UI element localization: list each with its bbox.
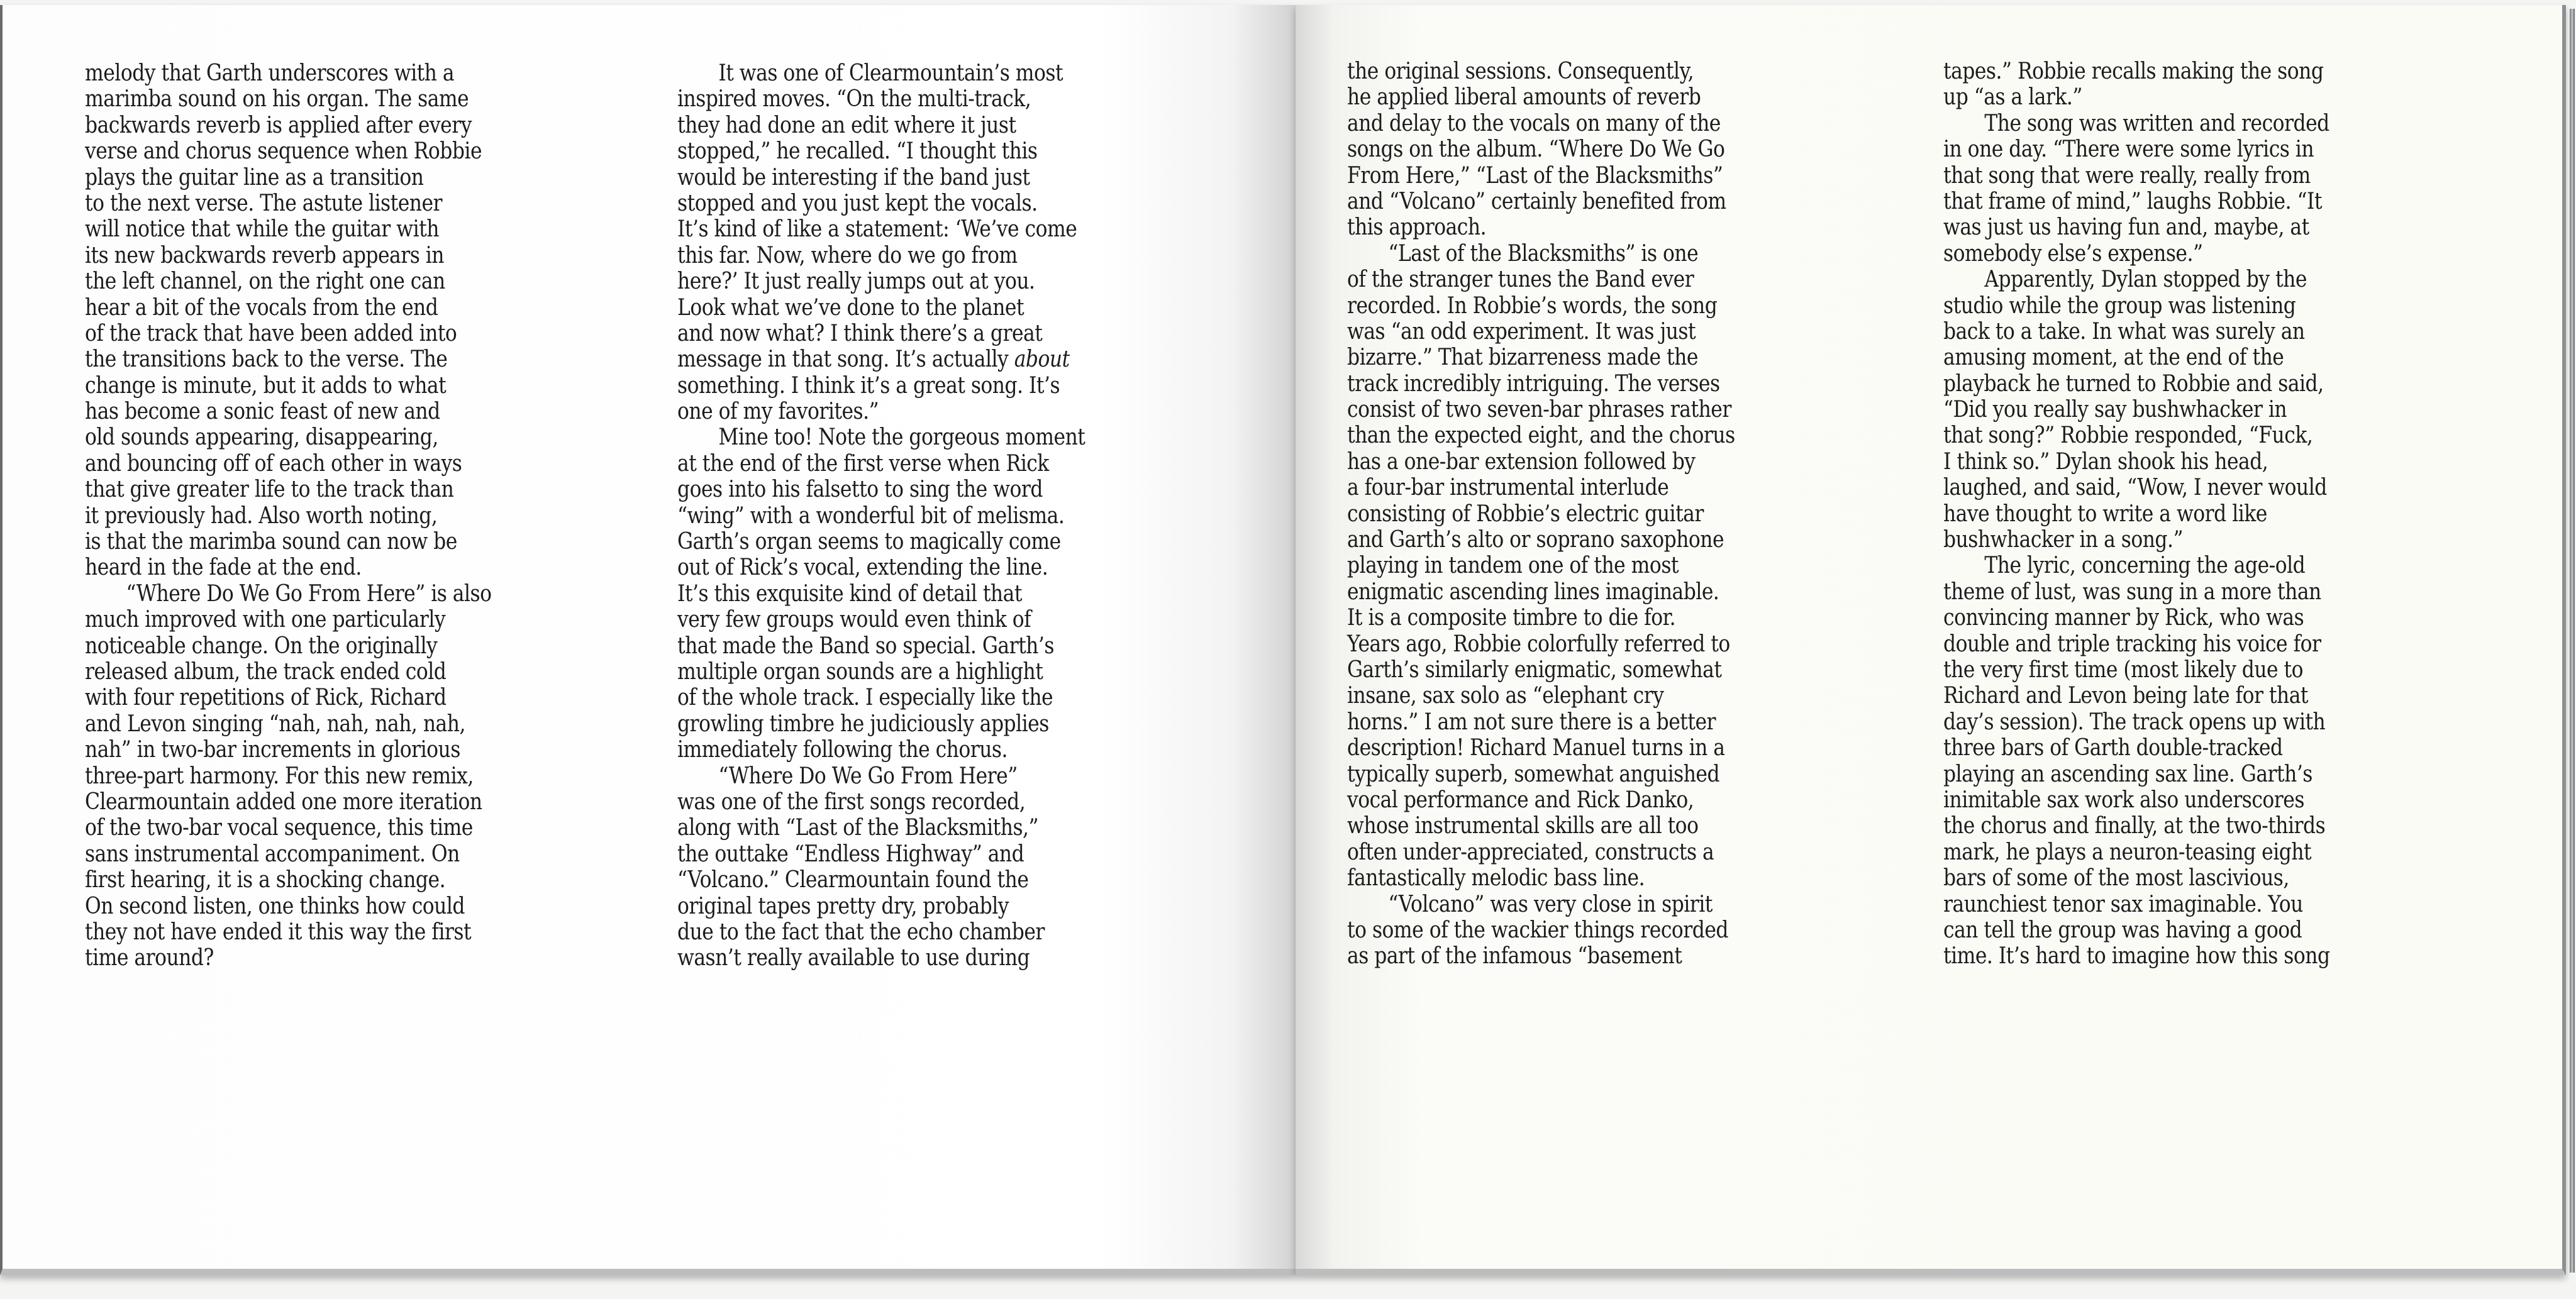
- text-line-content: immediately following the chorus.: [677, 736, 1008, 763]
- text-line: [1943, 214, 2365, 240]
- text-line: [1943, 787, 2365, 812]
- text-line: [1943, 292, 2365, 318]
- text-line-content: here?’ It just really jumps out at you.: [677, 267, 1035, 295]
- left-page-column-1: [85, 60, 507, 971]
- text-line-content: playing in tandem one of the most: [1347, 551, 1679, 579]
- text-line: [677, 528, 1099, 554]
- text-line: [85, 268, 507, 294]
- text-line-content: released album, the track ended cold: [85, 657, 447, 685]
- text-line: [1347, 631, 1769, 656]
- text-line: [85, 138, 507, 163]
- text-line: [1943, 500, 2365, 526]
- text-line-content: Richard and Levon being late for that: [1943, 682, 2309, 709]
- text-line: [85, 346, 507, 372]
- text-line-content: Garth’s similarly enigmatic, somewhat: [1347, 655, 1722, 683]
- text-line-content: “Volcano” was very close in spirit: [1388, 890, 1713, 917]
- text-line-content: the outtake “Endless Highway” and: [677, 839, 1024, 867]
- text-line: [1347, 552, 1769, 578]
- text-line-content: goes into his falsetto to sing the word: [677, 475, 1043, 503]
- text-line-content: inimitable sax work also underscores: [1943, 785, 2304, 813]
- text-line-content: bizarre.” That bizarreness made the: [1347, 343, 1698, 371]
- text-line: [85, 450, 507, 476]
- italic-word: about: [1014, 345, 1070, 373]
- text-line-content: Garth’s organ seems to magically come: [677, 528, 1061, 555]
- text-line-content: On second listen, one thinks how could: [85, 892, 465, 919]
- text-line-content: stopped,” he recalled. “I thought this: [677, 137, 1038, 165]
- text-line-content: change is minute, but it adds to what: [85, 371, 447, 399]
- text-line: [1943, 396, 2365, 422]
- text-line-content: can tell the group was having a good: [1943, 915, 2302, 943]
- text-line: [1347, 709, 1769, 734]
- text-line: [1943, 58, 2365, 84]
- text-line-content: I think so.” Dylan shook his head,: [1943, 447, 2268, 475]
- text-line: [85, 866, 507, 892]
- text-line: [1943, 240, 2365, 266]
- text-line: [677, 763, 1099, 788]
- text-line-content: plays the guitar line as a transition: [85, 163, 424, 191]
- text-line: [85, 944, 507, 970]
- text-line-content: and bouncing off of each other in ways: [85, 449, 462, 477]
- text-line-content: something. I think it’s a great song. It’s: [677, 371, 1060, 399]
- text-line: [1347, 578, 1769, 604]
- text-line: [1943, 917, 2365, 942]
- text-line: [677, 633, 1099, 658]
- text-line-content: that song that were really, really from: [1943, 161, 2311, 189]
- text-line-content: Look what we’ve done to the planet: [677, 293, 1024, 321]
- text-line-content: playback he turned to Robbie and said,: [1943, 369, 2324, 397]
- text-line: [677, 294, 1099, 320]
- text-line-content: would be interesting if the band just: [677, 163, 1030, 191]
- text-line-content: heard in the fade at the end.: [85, 553, 362, 581]
- text-line: [1943, 136, 2365, 162]
- text-line-content: its new backwards reverb appears in: [85, 241, 445, 268]
- text-line-content: sans instrumental accompaniment. On: [85, 839, 460, 867]
- text-line: [677, 398, 1099, 424]
- text-line-content: It is a composite timbre to die for.: [1347, 604, 1676, 631]
- text-line: [677, 242, 1099, 268]
- text-line: [1347, 396, 1769, 422]
- text-line-content: and Levon singing “nah, nah, nah, nah,: [85, 709, 465, 737]
- text-line-content: tapes.” Robbie recalls making the song: [1943, 57, 2324, 84]
- text-line: [85, 294, 507, 320]
- text-line-content: that made the Band so special. Garth’s: [677, 631, 1054, 659]
- text-line: [85, 372, 507, 398]
- right-page-column-2: [1943, 58, 2365, 969]
- text-line-content: of the track that have been added into: [85, 319, 457, 346]
- text-line-content: of the two-bar vocal sequence, this time: [85, 814, 473, 841]
- text-line: [1347, 474, 1769, 500]
- text-line: [1943, 709, 2365, 734]
- text-line: [677, 268, 1099, 294]
- text-line-content: marimba sound on his organ. The same: [85, 85, 469, 113]
- text-line: [1943, 891, 2365, 917]
- text-line-content: studio while the group was listening: [1943, 291, 2296, 319]
- text-line-content: of the whole track. I especially like the: [677, 683, 1053, 711]
- text-line: [1347, 812, 1769, 838]
- text-line: [1347, 500, 1769, 526]
- text-line-content: Mine too! Note the gorgeous moment: [718, 423, 1085, 451]
- text-line-content: often under-appreciated, constructs a: [1347, 837, 1714, 865]
- text-line: [677, 841, 1099, 866]
- text-line: [1347, 604, 1769, 630]
- text-line: [677, 476, 1099, 502]
- text-line-content: hear a bit of the vocals from the end: [85, 293, 438, 321]
- text-line: [1347, 58, 1769, 84]
- text-line: [677, 606, 1099, 632]
- text-line: [677, 736, 1099, 762]
- text-line: [1943, 344, 2365, 370]
- text-line: [1347, 656, 1769, 682]
- text-line: [85, 606, 507, 632]
- text-line: [1347, 318, 1769, 344]
- text-line: [1347, 734, 1769, 760]
- text-line: [1347, 136, 1769, 162]
- text-line-content: due to the fact that the echo chamber: [677, 917, 1045, 945]
- text-line-content: this far. Now, where do we go from: [677, 241, 1018, 268]
- text-line-content: it previously had. Also worth noting,: [85, 501, 438, 529]
- text-line-content: the very first time (most likely due to: [1943, 655, 2304, 683]
- text-line: [1943, 942, 2365, 968]
- text-line: [85, 424, 507, 450]
- text-line-content: and “Volcano” certainly benefited from: [1347, 187, 1726, 214]
- text-line: [85, 112, 507, 138]
- text-line: [85, 398, 507, 424]
- text-line-content: noticeable change. On the originally: [85, 631, 438, 659]
- text-line: [1943, 84, 2365, 109]
- text-line-content: From Here,” “Last of the Blacksmiths”: [1347, 161, 1723, 189]
- text-line-content: whose instrumental skills are all too: [1347, 812, 1699, 839]
- text-line: [677, 502, 1099, 528]
- text-line-content: was just us having fun and, maybe, at: [1943, 213, 2309, 241]
- text-line: [677, 919, 1099, 944]
- text-line-content: raunchiest tenor sax imaginable. You: [1943, 890, 2303, 917]
- text-line-content: It’s kind of like a statement: ‘We’ve come: [677, 215, 1077, 243]
- text-line-content: “Volcano.” Clearmountain found the: [677, 866, 1029, 893]
- text-line-content: mark, he plays a neuron-teasing eight: [1943, 837, 2312, 865]
- text-line-content: a four-bar instrumental interlude: [1347, 473, 1669, 501]
- text-line-content: that give greater life to the track than: [85, 475, 454, 503]
- text-line: [85, 190, 507, 216]
- text-line: [1347, 891, 1769, 917]
- text-line-content: and now what? I think there’s a great: [677, 319, 1043, 346]
- text-line: [1347, 942, 1769, 968]
- text-line-content: “wing” with a wonderful bit of melisma.: [677, 501, 1065, 529]
- text-line: [85, 476, 507, 502]
- text-line: [1347, 526, 1769, 552]
- text-line: [1943, 604, 2365, 630]
- text-line: [1347, 240, 1769, 266]
- text-line: [1943, 578, 2365, 604]
- text-line: [1943, 812, 2365, 838]
- text-line-content: The song was written and recorded: [1984, 109, 2329, 136]
- text-line-content: time. It’s hard to imagine how this song: [1943, 942, 2330, 970]
- text-line-content: has become a sonic feast of new and: [85, 397, 440, 425]
- text-line-content: Clearmountain added one more iteration: [85, 787, 482, 815]
- text-line: [1347, 188, 1769, 214]
- text-line-content: of the stranger tunes the Band ever: [1347, 265, 1694, 293]
- text-line: [1347, 110, 1769, 136]
- text-line: [1347, 448, 1769, 474]
- text-line: [677, 164, 1099, 190]
- text-line-content: day’s session). The track opens up with: [1943, 707, 2326, 735]
- text-line: [1347, 370, 1769, 396]
- text-line: [677, 112, 1099, 138]
- text-line-content: the chorus and finally, at the two-thirds: [1943, 812, 2326, 839]
- text-line-content: they not have ended it this way the first: [85, 917, 472, 945]
- text-line-content: growling timbre he judiciously applies: [677, 709, 1049, 737]
- text-line-content: back to a take. In what was surely an: [1943, 317, 2305, 345]
- text-line: [85, 658, 507, 684]
- text-line-content: Apparently, Dylan stopped by the: [1984, 265, 2307, 293]
- text-line-content: laughed, and said, “Wow, I never would: [1943, 473, 2327, 501]
- text-line: [85, 528, 507, 554]
- text-line: [85, 86, 507, 111]
- text-line-content: somebody else’s expense.”: [1943, 239, 2203, 267]
- text-line: [85, 841, 507, 866]
- text-line-content: the original sessions. Consequently,: [1347, 57, 1694, 84]
- text-line: [85, 710, 507, 736]
- text-line: [1943, 656, 2365, 682]
- text-line: [677, 190, 1099, 216]
- text-line-content: up “as a lark.”: [1943, 83, 2082, 111]
- text-line-content: that frame of mind,” laughs Robbie. “It: [1943, 187, 2323, 214]
- text-line: [1347, 344, 1769, 370]
- text-line-content: amusing moment, at the end of the: [1943, 343, 2284, 371]
- text-line: [1347, 422, 1769, 448]
- text-line-content: will notice that while the guitar with: [85, 215, 439, 243]
- text-line: [677, 320, 1099, 346]
- text-line-content: was “an odd experiment. It was just: [1347, 317, 1696, 345]
- text-line: [1943, 422, 2365, 448]
- text-line: [1943, 474, 2365, 500]
- text-line: [677, 893, 1099, 919]
- text-line-content: they had done an edit where it just: [677, 111, 1016, 138]
- text-line-content: to the next verse. The astute listener: [85, 189, 443, 216]
- text-line: [1347, 682, 1769, 708]
- text-line: [677, 138, 1099, 163]
- text-line-content: inspired moves. “On the multi-track,: [677, 85, 1031, 113]
- text-line: [677, 450, 1099, 476]
- text-line-content: convincing manner by Rick, who was: [1943, 604, 2304, 631]
- text-line: [677, 372, 1099, 398]
- text-line-content: “Did you really say bushwhacker in: [1943, 395, 2287, 423]
- text-line-content: has a one-bar extension followed by: [1347, 447, 1696, 475]
- text-line-content: description! Richard Manuel turns in a: [1347, 734, 1725, 761]
- text-line: [1347, 84, 1769, 109]
- text-line-content: to some of the wackier things recorded: [1347, 915, 1728, 943]
- text-line: [677, 684, 1099, 710]
- text-line-content: time around?: [85, 944, 214, 971]
- text-line-content: It was one of Clearmountain’s most: [718, 59, 1063, 86]
- text-line-content: wasn’t really available to use during: [677, 944, 1030, 971]
- text-line-content: bushwhacker in a song.”: [1943, 526, 2184, 553]
- text-line-content: songs on the album. “Where Do We Go: [1347, 135, 1725, 163]
- text-line-content: much improved with one particularly: [85, 605, 446, 633]
- text-line-content: enigmatic ascending lines imaginable.: [1347, 577, 1719, 605]
- text-line-content: consisting of Robbie’s electric guitar: [1347, 499, 1704, 527]
- text-line: [85, 554, 507, 580]
- text-line: [1943, 734, 2365, 760]
- text-line-content: message in that song. It’s actually: [677, 345, 1014, 373]
- booklet-edge: [2570, 9, 2575, 1273]
- text-line-content: fantastically melodic bass line.: [1347, 864, 1645, 892]
- text-line-content: in one day. “There were some lyrics in: [1943, 135, 2314, 163]
- text-line: [677, 788, 1099, 814]
- text-line-content: out of Rick’s vocal, extending the line.: [677, 553, 1048, 581]
- right-page-column-1: [1347, 58, 1769, 969]
- text-line: [1943, 110, 2365, 136]
- text-line: [85, 580, 507, 606]
- text-line-content: recorded. In Robbie’s words, the song: [1347, 291, 1718, 319]
- text-line-content: stopped and you just kept the vocals.: [677, 189, 1038, 216]
- text-line: [677, 216, 1099, 241]
- text-line: [677, 866, 1099, 892]
- text-line: [1943, 526, 2365, 552]
- text-line: [85, 893, 507, 919]
- text-line-content: that song?” Robbie responded, “Fuck,: [1943, 421, 2313, 449]
- text-line: [677, 424, 1099, 450]
- text-line: [677, 86, 1099, 111]
- text-line-content: is that the marimba sound can now be: [85, 528, 457, 555]
- text-line-content: along with “Last of the Blacksmiths,”: [677, 814, 1039, 841]
- text-line: [677, 658, 1099, 684]
- text-line-content: “Where Do We Go From Here” is also: [126, 579, 492, 607]
- text-line-content: Years ago, Robbie colorfully referred to: [1347, 629, 1730, 657]
- text-line: [1943, 318, 2365, 344]
- text-line: [1347, 162, 1769, 188]
- text-line-content: and delay to the vocals on many of the: [1347, 109, 1721, 136]
- text-line-content: theme of lust, was sung in a more than: [1943, 577, 2321, 605]
- text-line-content: vocal performance and Rick Danko,: [1347, 785, 1694, 813]
- text-line: [85, 320, 507, 346]
- text-line: [1347, 266, 1769, 292]
- text-line: [1347, 839, 1769, 865]
- text-line: [85, 242, 507, 268]
- text-line: [1943, 682, 2365, 708]
- text-line: [1943, 865, 2365, 890]
- text-line: [677, 944, 1099, 970]
- text-line-content: melody that Garth underscores with a: [85, 59, 455, 86]
- text-line: [85, 919, 507, 944]
- text-line-content: double and triple tracking his voice for: [1943, 629, 2321, 657]
- text-line-content: one of my favorites.”: [677, 397, 879, 425]
- text-line: [1943, 761, 2365, 787]
- text-line-content: this approach.: [1347, 213, 1487, 241]
- text-line-content: bars of some of the most lascivious,: [1943, 864, 2289, 892]
- text-line: [85, 216, 507, 241]
- text-line: [85, 633, 507, 658]
- text-line-content: have thought to write a word like: [1943, 499, 2267, 527]
- text-line-content: The lyric, concerning the age-old: [1984, 551, 2306, 579]
- text-line-content: than the expected eight, and the chorus: [1347, 421, 1735, 449]
- text-line-content: the left channel, on the right one can: [85, 267, 445, 295]
- text-line: [85, 502, 507, 528]
- text-line-content: verse and chorus sequence when Robbie: [85, 137, 482, 165]
- text-line-content: typically superb, somewhat anguished: [1347, 760, 1720, 787]
- text-line-content: three-part harmony. For this new remix,: [85, 761, 474, 789]
- text-line-content: It’s this exquisite kind of detail that: [677, 579, 1022, 607]
- text-line: [1943, 448, 2365, 474]
- text-line-content: playing an ascending sax line. Garth’s: [1943, 760, 2312, 787]
- text-line: [1347, 917, 1769, 942]
- text-line: [85, 736, 507, 762]
- text-line-content: very few groups would even think of: [677, 605, 1031, 633]
- text-line: [1943, 188, 2365, 214]
- text-line-content: and Garth’s alto or soprano saxophone: [1347, 526, 1724, 553]
- text-line: [1347, 865, 1769, 890]
- text-line: [1347, 292, 1769, 318]
- text-line: [85, 814, 507, 840]
- text-line-content: as part of the infamous “basement: [1347, 942, 1682, 970]
- text-line-content: first hearing, it is a shocking change.: [85, 866, 446, 893]
- text-line: [85, 164, 507, 190]
- text-line-content: “Where Do We Go From Here”: [718, 761, 1018, 789]
- text-line: [677, 580, 1099, 606]
- text-line: [1943, 552, 2365, 578]
- text-line-content: consist of two seven-bar phrases rather: [1347, 395, 1731, 423]
- text-line-content: nah” in two-bar increments in glorious: [85, 736, 460, 763]
- text-line-content: old sounds appearing, disappearing,: [85, 423, 438, 451]
- text-line-content: three bars of Garth double-tracked: [1943, 734, 2283, 761]
- text-line: [85, 60, 507, 86]
- text-line-content: at the end of the first verse when Rick: [677, 449, 1049, 477]
- text-line-content: backwards reverb is applied after every: [85, 111, 472, 138]
- text-line-content: the transitions back to the verse. The: [85, 345, 448, 373]
- text-line: [677, 554, 1099, 580]
- text-line-content: was one of the first songs recorded,: [677, 787, 1026, 815]
- text-line: [677, 710, 1099, 736]
- text-line-content: with four repetitions of Rick, Richard: [85, 683, 447, 711]
- text-line: [677, 346, 1099, 372]
- text-line: [1943, 162, 2365, 188]
- text-line-content: track incredibly intriguing. The verses: [1347, 369, 1720, 397]
- text-line: [677, 814, 1099, 840]
- text-line: [1943, 839, 2365, 865]
- text-line-content: “Last of the Blacksmiths” is one: [1388, 239, 1699, 267]
- text-line: [1347, 761, 1769, 787]
- text-line: [85, 684, 507, 710]
- text-line-content: multiple organ sounds are a highlight: [677, 657, 1043, 685]
- text-line: [1943, 266, 2365, 292]
- text-line-content: he applied liberal amounts of reverb: [1347, 83, 1701, 111]
- text-line-content: insane, sax solo as “elephant cry: [1347, 682, 1664, 709]
- left-page-column-2: [677, 60, 1099, 971]
- text-line: [85, 788, 507, 814]
- text-line: [677, 60, 1099, 86]
- text-line-content: horns.” I am not sure there is a better: [1347, 707, 1716, 735]
- text-line: [1347, 787, 1769, 812]
- text-line: [1943, 370, 2365, 396]
- text-line-content: original tapes pretty dry, probably: [677, 892, 1009, 919]
- text-line: [1347, 214, 1769, 240]
- text-line: [85, 763, 507, 788]
- text-line: [1943, 631, 2365, 656]
